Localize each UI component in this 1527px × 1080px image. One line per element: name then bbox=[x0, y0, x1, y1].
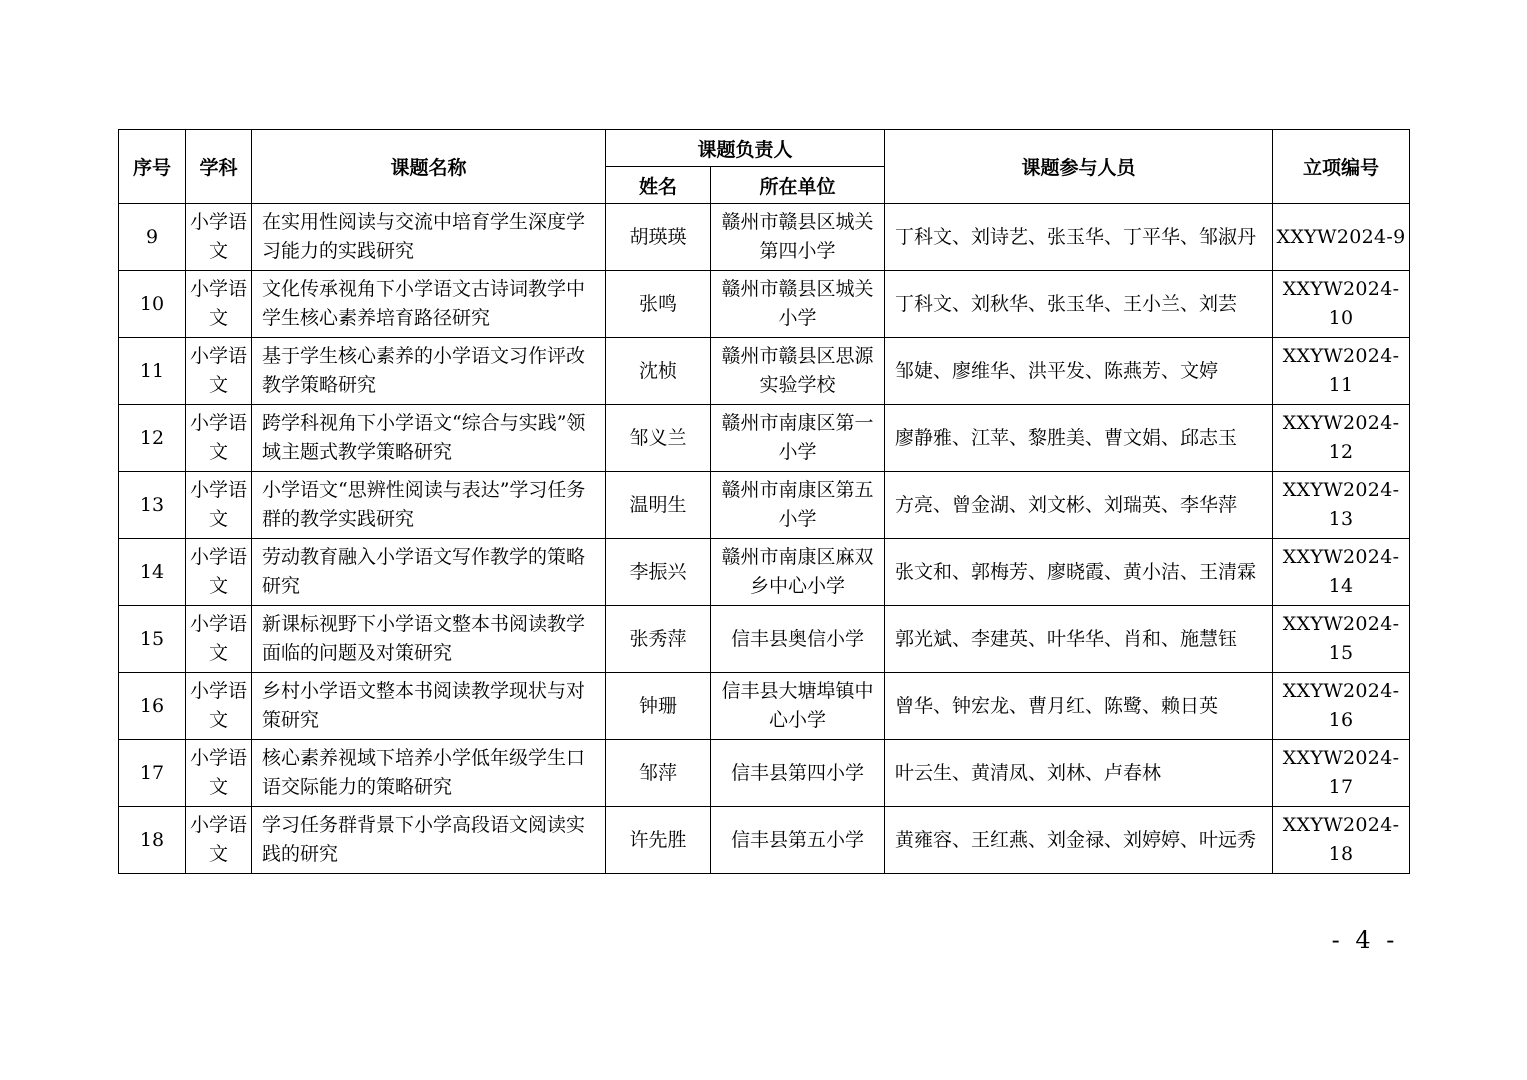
cell-topic: 核心素养视域下培养小学低年级学生口语交际能力的策略研究 bbox=[252, 740, 606, 807]
header-subject: 学科 bbox=[186, 130, 252, 204]
cell-leader-unit: 赣州市南康区第一小学 bbox=[711, 405, 885, 472]
cell-index: 15 bbox=[119, 606, 186, 673]
header-topic: 课题名称 bbox=[252, 130, 606, 204]
cell-leader-unit: 信丰县奥信小学 bbox=[711, 606, 885, 673]
cell-leader-unit: 赣州市赣县区思源实验学校 bbox=[711, 338, 885, 405]
header-leader-group: 课题负责人 bbox=[606, 130, 885, 167]
table-row bbox=[119, 472, 1410, 539]
cell-subject: 小学语文 bbox=[186, 338, 252, 405]
cell-leader-name: 沈桢 bbox=[606, 338, 711, 405]
cell-subject: 小学语文 bbox=[186, 472, 252, 539]
table-row bbox=[119, 539, 1410, 606]
cell-code: XXYW2024-14 bbox=[1273, 539, 1410, 606]
cell-topic: 劳动教育融入小学语文写作教学的策略研究 bbox=[252, 539, 606, 606]
cell-topic: 文化传承视角下小学语文古诗词教学中学生核心素养培育路径研究 bbox=[252, 271, 606, 338]
cell-index: 18 bbox=[119, 807, 186, 874]
cell-leader-unit: 信丰县第四小学 bbox=[711, 740, 885, 807]
project-table bbox=[118, 129, 1410, 874]
cell-leader-name: 钟珊 bbox=[606, 673, 711, 740]
cell-index: 12 bbox=[119, 405, 186, 472]
cell-leader-name: 胡瑛瑛 bbox=[606, 204, 711, 271]
cell-code: XXYW2024-18 bbox=[1273, 807, 1410, 874]
cell-leader-name: 邹萍 bbox=[606, 740, 711, 807]
cell-index: 13 bbox=[119, 472, 186, 539]
cell-subject: 小学语文 bbox=[186, 271, 252, 338]
cell-leader-unit: 赣州市南康区第五小学 bbox=[711, 472, 885, 539]
cell-code: XXYW2024-16 bbox=[1273, 673, 1410, 740]
cell-participants: 黄雍容、王红燕、刘金禄、刘婷婷、叶远秀 bbox=[885, 807, 1273, 874]
table-row bbox=[119, 673, 1410, 740]
cell-participants: 丁科文、刘秋华、张玉华、王小兰、刘芸 bbox=[885, 271, 1273, 338]
table-body bbox=[119, 204, 1410, 874]
cell-subject: 小学语文 bbox=[186, 204, 252, 271]
cell-code: XXYW2024-9 bbox=[1273, 204, 1410, 271]
table-row bbox=[119, 204, 1410, 271]
cell-topic: 小学语文“思辨性阅读与表达”学习任务群的教学实践研究 bbox=[252, 472, 606, 539]
cell-leader-unit: 信丰县第五小学 bbox=[711, 807, 885, 874]
cell-participants: 廖静雅、江苹、黎胜美、曹文娟、邱志玉 bbox=[885, 405, 1273, 472]
cell-code: XXYW2024-17 bbox=[1273, 740, 1410, 807]
header-leader-name: 姓名 bbox=[606, 167, 711, 204]
cell-code: XXYW2024-10 bbox=[1273, 271, 1410, 338]
cell-subject: 小学语文 bbox=[186, 740, 252, 807]
cell-index: 10 bbox=[119, 271, 186, 338]
cell-subject: 小学语文 bbox=[186, 673, 252, 740]
cell-topic: 新课标视野下小学语文整本书阅读教学面临的问题及对策研究 bbox=[252, 606, 606, 673]
cell-index: 16 bbox=[119, 673, 186, 740]
table-row bbox=[119, 338, 1410, 405]
cell-leader-unit: 赣州市赣县区城关第四小学 bbox=[711, 204, 885, 271]
cell-leader-unit: 赣州市南康区麻双乡中心小学 bbox=[711, 539, 885, 606]
cell-leader-name: 许先胜 bbox=[606, 807, 711, 874]
table-row bbox=[119, 606, 1410, 673]
cell-topic: 乡村小学语文整本书阅读教学现状与对策研究 bbox=[252, 673, 606, 740]
table-row bbox=[119, 740, 1410, 807]
cell-leader-name: 温明生 bbox=[606, 472, 711, 539]
cell-topic: 学习任务群背景下小学高段语文阅读实践的研究 bbox=[252, 807, 606, 874]
cell-participants: 郭光斌、李建英、叶华华、肖和、施慧钰 bbox=[885, 606, 1273, 673]
cell-leader-name: 邹义兰 bbox=[606, 405, 711, 472]
cell-index: 11 bbox=[119, 338, 186, 405]
cell-participants: 张文和、郭梅芳、廖晓霞、黄小洁、王清霖 bbox=[885, 539, 1273, 606]
cell-topic: 在实用性阅读与交流中培育学生深度学习能力的实践研究 bbox=[252, 204, 606, 271]
cell-participants: 方亮、曾金湖、刘文彬、刘瑞英、李华萍 bbox=[885, 472, 1273, 539]
cell-leader-unit: 信丰县大塘埠镇中心小学 bbox=[711, 673, 885, 740]
cell-leader-name: 张秀萍 bbox=[606, 606, 711, 673]
cell-subject: 小学语文 bbox=[186, 539, 252, 606]
cell-leader-unit: 赣州市赣县区城关小学 bbox=[711, 271, 885, 338]
cell-participants: 曾华、钟宏龙、曹月红、陈鹭、赖日英 bbox=[885, 673, 1273, 740]
cell-subject: 小学语文 bbox=[186, 606, 252, 673]
header-code: 立项编号 bbox=[1273, 130, 1410, 204]
cell-code: XXYW2024-15 bbox=[1273, 606, 1410, 673]
cell-leader-name: 李振兴 bbox=[606, 539, 711, 606]
cell-leader-name: 张鸣 bbox=[606, 271, 711, 338]
cell-participants: 叶云生、黄清凤、刘林、卢春林 bbox=[885, 740, 1273, 807]
cell-index: 17 bbox=[119, 740, 186, 807]
header-participants: 课题参与人员 bbox=[885, 130, 1273, 204]
cell-topic: 跨学科视角下小学语文“综合与实践”领域主题式教学策略研究 bbox=[252, 405, 606, 472]
cell-code: XXYW2024-13 bbox=[1273, 472, 1410, 539]
page-number: - 4 - bbox=[1331, 926, 1399, 954]
cell-subject: 小学语文 bbox=[186, 405, 252, 472]
cell-code: XXYW2024-11 bbox=[1273, 338, 1410, 405]
cell-participants: 邹婕、廖维华、洪平发、陈燕芳、文婷 bbox=[885, 338, 1273, 405]
cell-index: 9 bbox=[119, 204, 186, 271]
cell-topic: 基于学生核心素养的小学语文习作评改教学策略研究 bbox=[252, 338, 606, 405]
cell-participants: 丁科文、刘诗艺、张玉华、丁平华、邹淑丹 bbox=[885, 204, 1273, 271]
header-index: 序号 bbox=[119, 130, 186, 204]
table-row bbox=[119, 807, 1410, 874]
cell-index: 14 bbox=[119, 539, 186, 606]
table-row bbox=[119, 405, 1410, 472]
table-row bbox=[119, 271, 1410, 338]
header-leader-unit: 所在单位 bbox=[711, 167, 885, 204]
cell-subject: 小学语文 bbox=[186, 807, 252, 874]
cell-code: XXYW2024-12 bbox=[1273, 405, 1410, 472]
